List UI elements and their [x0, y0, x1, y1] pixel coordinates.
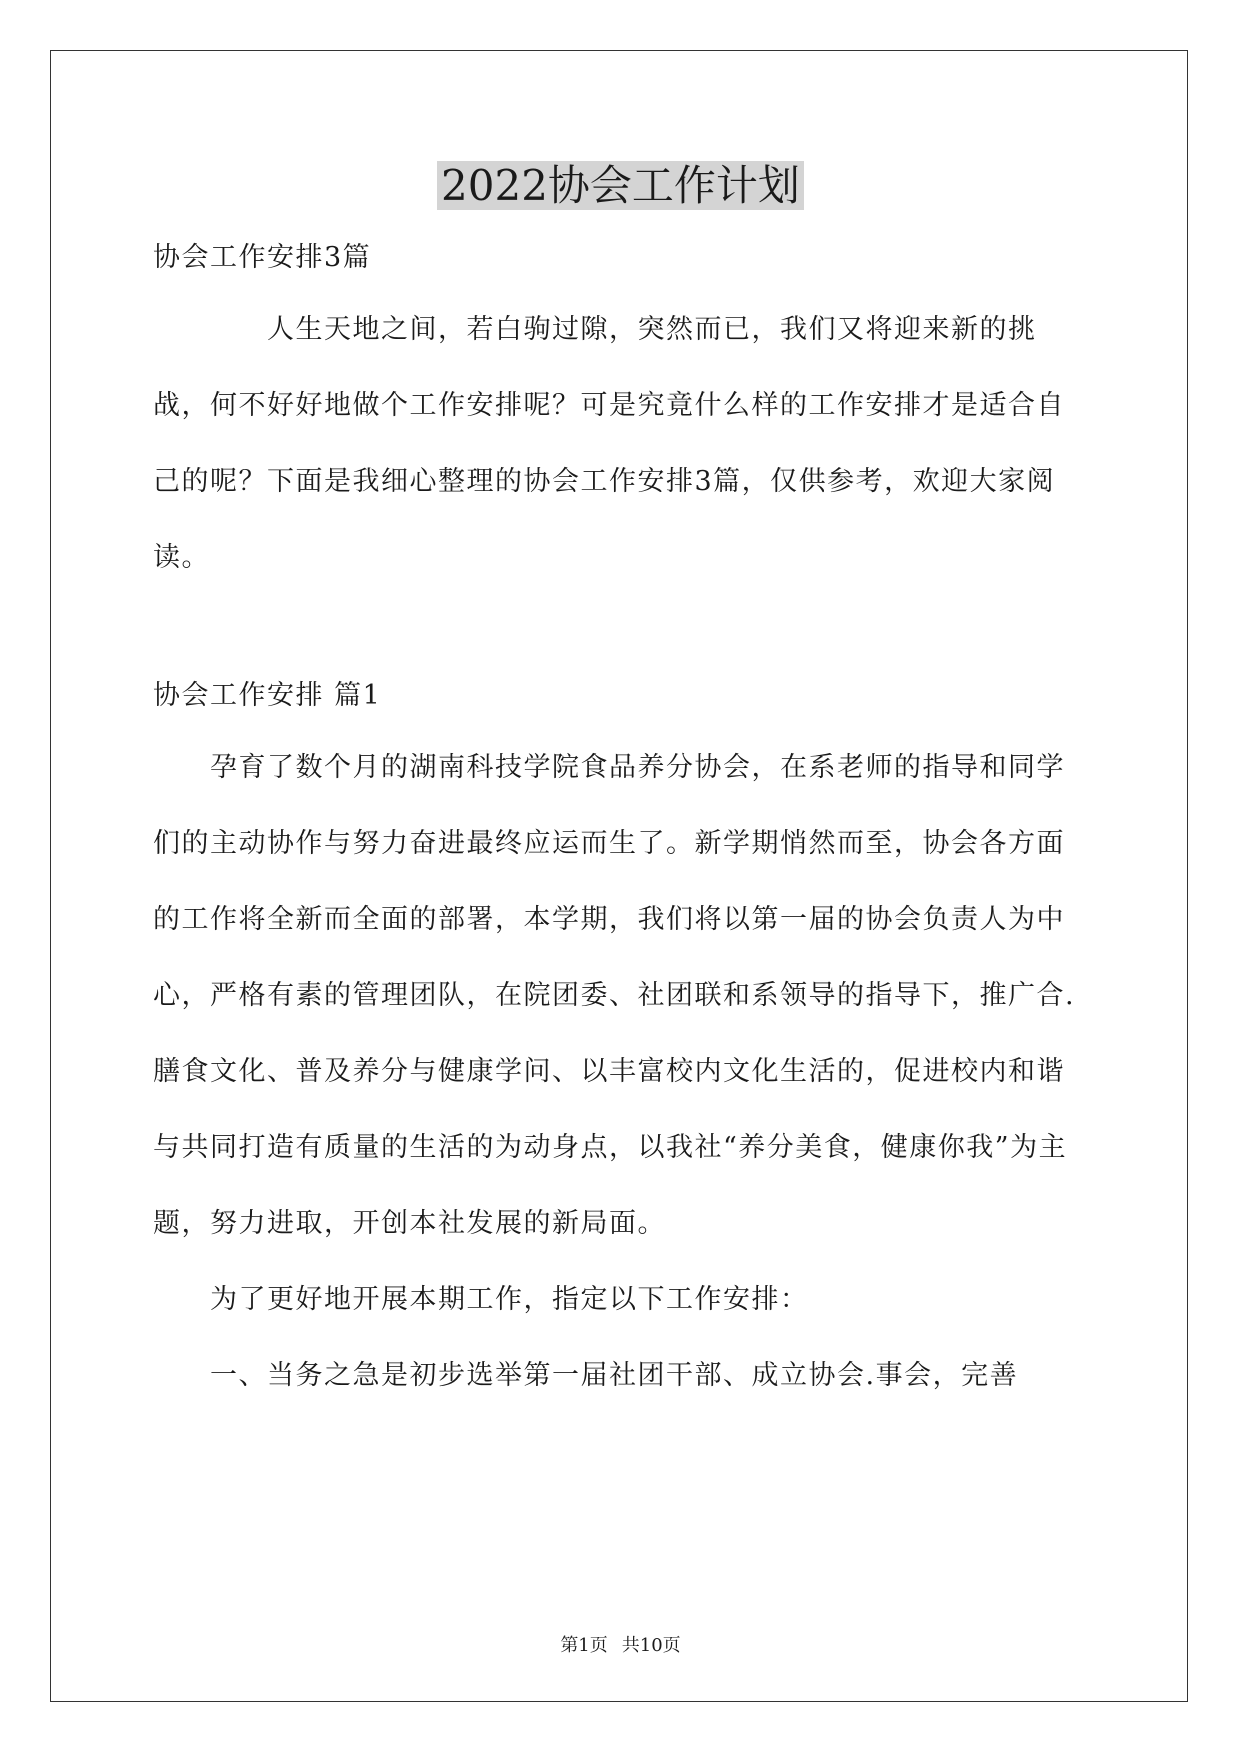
- body-paragraph: 孕育了数个月的湖南科技学院食品养分协会，在系老师的指导和同学们的主动协作与努力奋进最终应运而生了。新学期悄然而至，协会各方面的工作将全新而全面的部署，本学期，我们将以第一届的协会负责人为中心，严格有素的管理团队，在院团委、社团联和系领导的指导下，推广合.膳食文化、普及养分与健康学问、以丰富校内文化生活的，促进校内和谐与共同打造有质量的生活的为动身点，以我社“养分美食，健康你我”为主题，努力进取，开创本社发展的新局面。: [153, 752, 1076, 1239]
- section-heading: 协会工作安排 篇1: [153, 680, 382, 711]
- intro-paragraph: 人生天地之间，若白驹过隙，突然而已，我们又将迎来新的挑战，何不好好地做个工作安排呢？可是究竟什么样的工作安排才是适合自己的呢？下面是我细心整理的协会工作安排3篇，仅供参考，欢迎大家阅读。: [153, 314, 1065, 573]
- page-total: 共10页: [621, 1635, 681, 1656]
- document-title-text: 2022协会工作计划: [437, 161, 804, 210]
- page-footer: [0, 1634, 1241, 1658]
- document-title: [0, 160, 1241, 212]
- document-subtitle: 协会工作安排3篇: [153, 242, 372, 273]
- body-paragraph: 一、当务之急是初步选举第一届社团干部、成立协会.事会，完善: [153, 1360, 1019, 1391]
- page-number: 第1页: [560, 1635, 608, 1656]
- body-paragraph: 为了更好地开展本期工作，指定以下工作安排：: [153, 1284, 809, 1315]
